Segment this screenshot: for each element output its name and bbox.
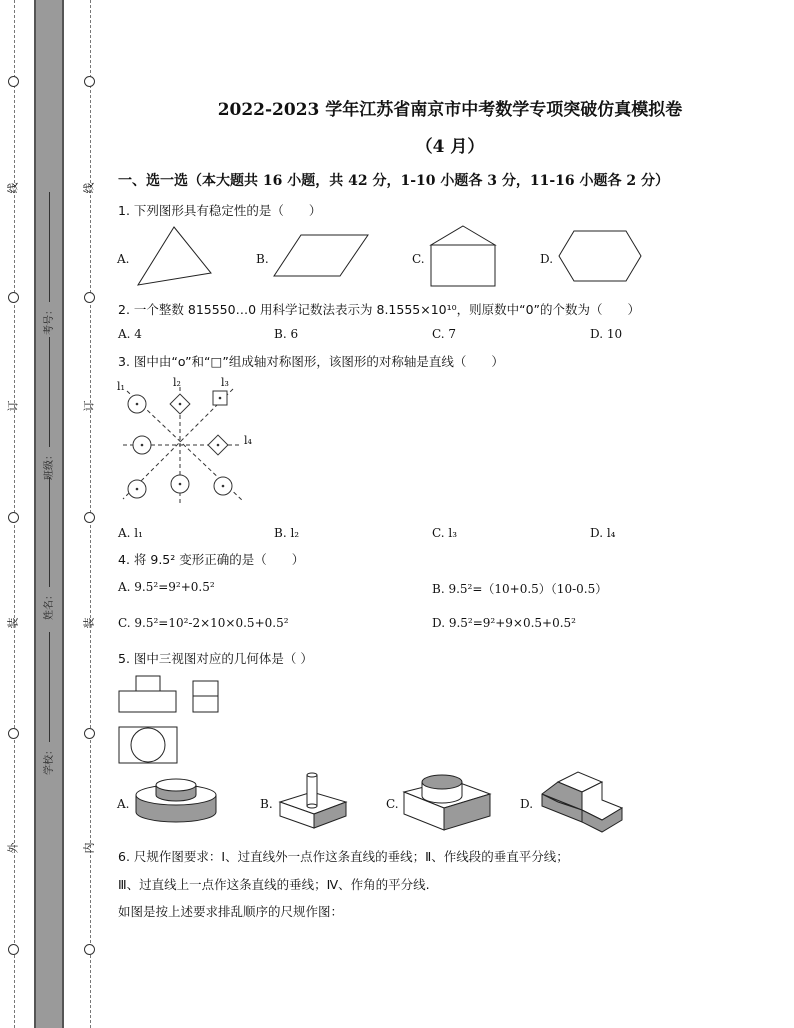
question-6-line-1: 6. 尺规作图要求：Ⅰ、过直线外一点作这条直线的垂线；Ⅱ、作线段的垂直平分线； [118,849,569,864]
q5-label-d: D. [520,797,534,811]
q1-label-d: D. [540,252,554,266]
q5-solid-c-figure [402,770,492,835]
question-6-line-3: 如图是按上述要求排乱顺序的尺规作图： [118,904,344,919]
q1-label-b: B. [256,252,269,266]
hole-circle-icon [84,944,95,955]
q3-option-d[interactable]: D. l₄ [590,526,616,540]
question-6-line-2: Ⅲ、过直线上一点作这条直线的垂线；Ⅳ、作角的平分线. [118,877,430,892]
margin-char-order: 订 [6,400,20,412]
binding-margin [0,0,100,1028]
q5-label-b: B. [260,797,273,811]
q3-option-b[interactable]: B. l₂ [274,526,300,540]
q2-option-d[interactable]: D. 10 [590,327,623,341]
field-class [40,337,55,480]
margin-char-bind: 装 [6,617,20,629]
hole-circle-icon [84,76,95,87]
field-label: 姓名： [44,590,55,620]
question-1-stem: 1. 下列图形具有稳定性的是（ ） [118,203,322,218]
question-5-stem: 5. 图中三视图对应的几何体是（ ） [118,651,313,666]
q4-option-b[interactable]: B. 9.5²=（10+0.5）（10-0.5） [432,582,608,596]
q1-parallelogram-figure [273,234,373,279]
q3-axis-l3: l₃ [221,376,229,389]
hole-circle-icon [8,512,19,523]
hole-circle-icon [8,76,19,87]
q4-option-a[interactable]: A. 9.5²=9²+0.5² [118,580,215,594]
margin-char-order-inner: 订 [82,400,96,412]
q3-axis-l2: l₂ [173,376,181,389]
q4-option-d[interactable]: D. 9.5²=9²+9×0.5+0.5² [432,616,576,630]
page-title: 2022-2023 学年江苏省南京市中考数学专项突破仿真模拟卷 [217,100,683,120]
margin-char-outer: 外 [6,842,20,854]
q1-label-c: C. [412,252,425,266]
field-school [40,632,55,775]
question-3-stem: 3. 图中由“o”和“□”组成轴对称图形，该图形的对称轴是直线（ ） [118,354,504,369]
field-name [40,477,55,620]
section-heading: 一、选一选（本大题共 16 小题，共 42 分，1-10 小题各 3 分，11-16 小题各 2 分） [118,173,669,189]
field-exam-number [40,192,55,335]
q3-axis-l1: l₁ [117,380,125,393]
hole-circle-icon [8,944,19,955]
q1-label-a: A. [117,252,130,266]
q5-label-c: C. [386,797,399,811]
q1-triangle-figure [136,225,216,287]
margin-char-bind-inner: 装 [82,617,96,629]
field-label: 考号： [44,305,55,335]
field-label: 班级： [44,450,55,480]
q5-three-views-figure [118,674,223,766]
q5-solid-a-figure [134,775,218,825]
q3-symmetry-figure [115,375,265,510]
q5-label-a: A. [117,797,130,811]
q4-option-c[interactable]: C. 9.5²=10²-2×10×0.5+0.5² [118,616,289,630]
margin-char-line: 线 [6,182,20,194]
q2-option-c[interactable]: C. 7 [432,327,457,341]
hole-circle-icon [84,512,95,523]
field-label: 学校： [44,745,55,775]
q2-option-a[interactable]: A. 4 [118,327,142,341]
margin-char-line-inner: 线 [82,182,96,194]
hole-circle-icon [8,728,19,739]
q5-solid-d-figure [540,768,626,836]
q3-option-a[interactable]: A. l₁ [118,526,143,540]
question-4-stem: 4. 将 9.5² 变形正确的是（ ） [118,552,305,567]
hole-circle-icon [8,292,19,303]
q3-option-c[interactable]: C. l₃ [432,526,458,540]
margin-char-inner: 内 [82,842,96,854]
q1-house-figure [430,225,498,289]
page-subtitle: （4 月） [415,137,485,157]
q1-hexagon-figure [558,230,644,284]
question-2-stem: 2. 一个整数 815550…0 用科学记数法表示为 8.1555×10¹⁰，则原数中“0”的个数为（ ） [118,302,641,317]
q2-option-b[interactable]: B. 6 [274,327,299,341]
hole-circle-icon [84,728,95,739]
q5-solid-b-figure [278,770,350,835]
q3-axis-l4: l₄ [244,434,252,447]
hole-circle-icon [84,292,95,303]
